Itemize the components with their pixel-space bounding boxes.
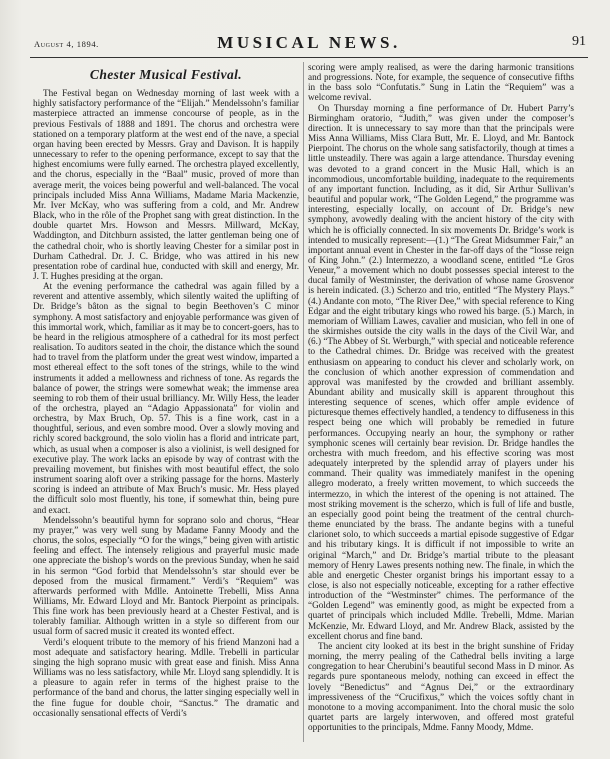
paragraph: Verdi’s eloquent tribute to the memory of his friend Manzoni had a most adequate and satisfactory hearing. Mdlle. Trebelli in particular singing the high soprano music with great ease and finish. Miss Anna Williams was no less satisfactory, while Mr. Lloyd sang splendidly. It is a pleasure to again refer in terms of the highest praise to the performance of the band and chorus, the latter singing especially well in the fine fugue for double choir, “Sanctus.” The dramatic and occasionally sensational effects of Verdi’s <box>33 636 299 718</box>
masthead <box>26 33 592 55</box>
right-column <box>308 62 574 732</box>
issue-date: August 4, 1894. <box>34 39 99 49</box>
paragraph: Mendelssohn’s beautiful hymn for soprano solo and chorus, “Hear my prayer,” was very well sung by Madame Fanny Moody and the chorus, the solos, especially “O for the wings,” being given with artistic feeling and effect. The intensely religious and prayerful music made one appreciate the bishop’s words on the previous Sunday, when he said in his sermon “God forbid that Mendelssohn’s star should ever be deposed from the musical firmament.” Verdi’s “Requiem” was afterwards performed with Mdlle. Antoinette Trebelli, Miss Anna Williams, Mr. Edward Lloyd and Mr. Bantock Pierpoint as principals. This fine work has been previously heard at a Chester Festival, and is tolerably familiar. Although written in a style so different from our usual form of sacred music it created its wonted effect. <box>33 514 299 637</box>
publication-title: MUSICAL NEWS. <box>217 33 401 52</box>
paragraph: At the evening performance the cathedral was again filled by a reverent and attentive assembly, which silently waited the uplifting of Dr. Bridge’s bâton as the signal to begin Beethoven’s C minor symphony. A most satisfactory and enjoyable performance was given of this immortal work, which, familiar as it may be to concert-goers, has to be heard in the religious atmosphere of a cathedral for its most perfect realisation. To auditors seated in the choir, the distance which the sound had to travel from the platform under the great west window, imparted a most ethereal effect to the soft tones of the strings, while to the wind instruments it added a mellowness and richness of tone. As regards the balance of power, the strings were somewhat weak; the immense area seeming to rob them of their usual brilliancy. Mr. Willy Hess, the leader of the orchestra, played an “Adagio Appassionata” for violin and orchestra, by Max Bruch, Op. 57. This is a fine work, cast in a thoughtful, serious, and even sombre mood. Over a slowly moving and richly scored background, the solo violin has a florid and intricate part, which, as usual when a composer is also a violinist, is well designed for executive play. The work lacks an episode by way of contrast with the prevailing movement, but finishes with most beautiful effect, the solo instrument soaring aloft over a striking passage for the horns. Masterly scoring is indeed an attribute of Max Bruch’s music. Mr. Hess played the difficult solo most fluently, his tone, if somewhat thin, being pure and exact. <box>33 281 299 515</box>
header-rule <box>30 57 588 58</box>
paragraph: scoring were amply realised, as were the daring harmonic transitions and progressions. Note, for example, the sequence of consecutive fifths in the bass solo “Confutatis.” Sung in Latin the “Requiem” was a welcome revival. <box>308 62 574 103</box>
column-divider <box>303 62 304 742</box>
paragraph: The Festival began on Wednesday morning of last week with a highly satisfactory performance of the “Elijah.” Mendelssohn’s familiar masterpiece attracted an immense concourse of people, as in the previous Festivals of 1888 and 1891. The chorus and orchestra were stationed on a temporary platform at the west end of the nave, a special organ having been erected by Messrs. Gray and Davison. It is happily unnecessary to refer to the opening performance, except to say that the highest encomiums were fully earned. The orchestra played excellently, and the chorus, especially in the “Baal” music, proved of more than average merit, the voices being powerful and well-balanced. The vocal principals included Miss Anna Williams, Madame Maria Mackenzie, Mr. Iver McKay, who was suffering from a cold, and Mr. Andrew Black, who in the rôle of the Prophet sang with great distinction. In the double quartet Mrs. Howson and Messrs. Millward, McKay, Waddington, and Ditchburn assisted, the latter gentleman being one of the cathedral choir, who is shortly leaving Chester for a similar post in Durham Cathedral. Dr. J. C. Bridge, who was attired in his new presentation robe of cardinal hue, conducted with skill and energy, Mr. J. T. Hughes presiding at the organ. <box>33 88 299 281</box>
left-column <box>33 62 299 718</box>
paragraph: On Thursday morning a fine performance of Dr. Hubert Parry’s Birmingham oratorio, “Judith,” was given under the composer’s direction. It is unnecessary to say more than that the principals were Miss Anna Williams, Miss Clara Butt, Mr. E. Lloyd, and Mr. Bantock Pierpoint. The chorus on the whole sang satisfactorily, though at times a little unsteadily. There was again a large attendance. Thursday evening was devoted to a grand concert in the Music Hall, which is an incommodious, uncomfortable building, inadequate to the requirements of any important function. Including, as it did, Sir Arthur Sullivan’s beautiful and popular work, “The Golden Legend,” the programme was interesting, especially locally, on account of Dr. Bridge’s new symphony, avowedly dealing with the ancient history of the city with which he is officially connected. In six movements Dr. Bridge’s work is intended to musically represent:—(1.) “The Great Midsummer Fair,” an important annual event in Chester in the far-off days of the “losse reign of King John.” (2.) Intermezzo, a woodland scene, entitled “Le Gros Veneur,” a movement which no doubt possesses special interest to the ducal family of Westminster, the derivation of whose name Grosvenor is herein indicated. (3.) Scherzo and trio, entitled “The Mystery Plays.” (4.) Andante con moto, “The River Dee,” with special reference to King Edgar and the eight tributary kings who rowed his barge. (5.) March, in memoriam of William Lawes, cavalier and musician, who fell in one of the skirmishes outside the city walls in the days of the Civil War, and (6.) “The Abbey of St. Werburgh,” with special and noticeable reference to the Cathedral chimes. Dr. Bridge was received with the greatest enthusiasm on appearing to conduct his clever and scholarly work, on the conclusion of which another expression of commendation and approval was manifested by the crowded and brilliant assembly. Abundant ability and musically skill is apparent throughout this interesting sequence of scenes, which offer ample evidence of picturesque themes effectively handled, a tendency to diffuseness in this respect being one which will probably be remedied in future performances. Occupying nearly an hour, the symphony or rather symphonic scenes will certainly bear revision. Dr. Bridge handles the orchestra with much freedom, and his effective scoring was most adequately interpreted by the splendid array of players under his command. Their quality was immediately manifest in the opening allegro moderato, a freely written movement, to which succeeds the intermezzo, in which the interest of the opening is not attained. The most striking movement is the scherzo, which is full of life and bustle, an especially good point being the treatment of the central church-theme enunciated by the brass. The andante begins with a tuneful clarionet solo, to which succeeds a martial episode suggestive of Edgar and his tributary kings. It is difficult if not impossible to write an original “March,” and Dr. Bridge’s martial tribute to the pleasant memory of Henry Lawes presents nothing new. The finale, in which the able and energetic Chester organist brings his important essay to a close, is also not especially noticeable, excepting for a rather effective introduction of the “Westminster” chimes. The performance of the “Golden Legend” was eminently good, as might be expected from a quartet of principals which included Mdlle. Trebelli, Mdme. Marian McKenzie, Mr. Edward Lloyd, and Mr. Andrew Black, assisted by the excellent chorus and fine band. <box>308 102 574 641</box>
article-heading: Chester Musical Festival. <box>89 67 243 82</box>
page-number: 91 <box>572 34 586 49</box>
paragraph: The ancient city looked at its best in the bright sunshine of Friday morning, the merry pealing of the Cathedral bells inviting a large congregation to hear Cherubini’s beautiful second Mass in D minor. As regards pure spontaneous melody, nothing can exceed in effect the lovely “Benedictus” and “Agnus Dei,” or the extraordinary impressiveness of the “Crucifixus,” which the voices softly chant in monotone to a moving accompaniment. Into the choral music the solo quartet parts are largely interwoven, and offered most grateful opportunities to the principals, Mdme. Fanny Moody, Mdme. <box>308 640 574 733</box>
